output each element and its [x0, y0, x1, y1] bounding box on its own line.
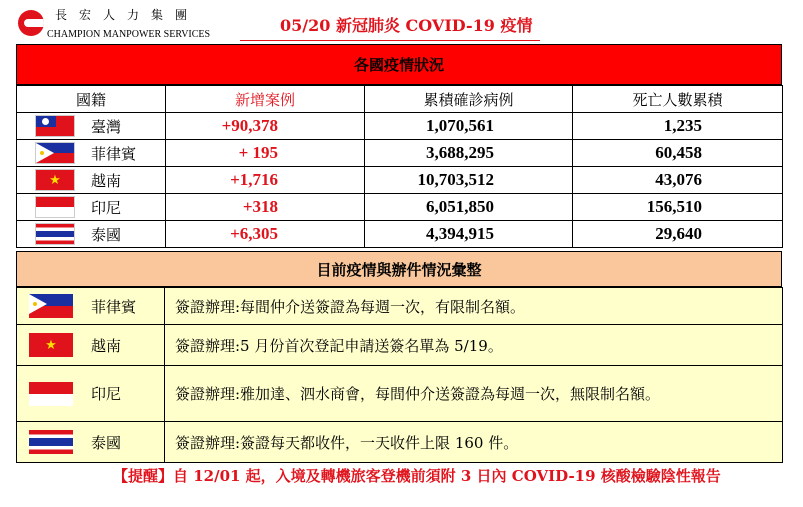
title-underline: [240, 40, 540, 41]
company-logo-icon: [18, 10, 44, 36]
vietnam-flag-icon: ★: [35, 169, 75, 191]
section-title-processing-status: 目前疫情與辦件情況彙整: [16, 251, 782, 287]
status-row: [17, 288, 783, 325]
taiwan-flag-icon: [35, 115, 75, 137]
deaths-cell: 29,640: [573, 221, 783, 248]
country-name: 印尼: [91, 198, 122, 217]
table-row: [17, 194, 783, 221]
new-cases-cell: +6,305: [166, 221, 365, 248]
status-row: [17, 366, 783, 422]
table-row: [17, 167, 783, 194]
status-text: 簽證辦理:簽證每天都收件，一天收件上限 160 件。: [165, 422, 783, 463]
col-header-deaths: 死亡人數累積: [573, 86, 783, 113]
thailand-flag-icon: [35, 223, 75, 245]
indonesia-flag-icon: [35, 196, 75, 218]
company-name-en: CHAMPION MANPOWER SERVICES: [47, 29, 211, 40]
section-title-country-status: 各國疫情狀況: [16, 44, 782, 85]
table-row: [17, 221, 783, 248]
deaths-cell: 60,458: [573, 140, 783, 167]
country-name: 臺灣: [91, 117, 122, 136]
country-name: 越南: [91, 336, 122, 355]
country-name: 越南: [91, 171, 122, 190]
table-row: [17, 113, 783, 140]
page-title: 05/20 新冠肺炎 COVID-19 疫情: [280, 16, 533, 35]
status-row: [17, 422, 783, 463]
country-name: 菲律賓: [91, 144, 137, 163]
status-text: 簽證辦理:每間仲介送簽證為每週一次，有限制名額。: [165, 288, 783, 325]
cases-table: [16, 85, 783, 248]
new-cases-cell: + 195: [166, 140, 365, 167]
philippines-flag-icon: [29, 294, 73, 318]
status-text: 簽證辦理:5 月份首次登記申請送簽名單為 5/19。: [165, 325, 783, 366]
country-name: 菲律賓: [91, 297, 137, 316]
country-name: 印尼: [91, 385, 122, 403]
thailand-flag-icon: [29, 430, 73, 454]
new-cases-cell: +318: [166, 194, 365, 221]
total-cases-cell: 1,070,561: [365, 113, 573, 140]
total-cases-cell: 6,051,850: [365, 194, 573, 221]
total-cases-cell: 3,688,295: [365, 140, 573, 167]
status-row: [17, 325, 783, 366]
indonesia-flag-icon: [29, 382, 73, 406]
total-cases-cell: 10,703,512: [365, 167, 573, 194]
col-header-total-cases: 累積確診病例: [365, 86, 573, 113]
deaths-cell: 43,076: [573, 167, 783, 194]
deaths-cell: 156,510: [573, 194, 783, 221]
table-row: [17, 140, 783, 167]
table-header-row: [17, 86, 783, 113]
country-name: 泰國: [91, 225, 122, 244]
country-name: 泰國: [91, 433, 122, 452]
total-cases-cell: 4,394,915: [365, 221, 573, 248]
status-text: 簽證辦理:雅加達、泗水商會，每間仲介送簽證為每週一次，無限制名額。: [165, 366, 783, 422]
col-header-new-cases: 新增案例: [166, 86, 365, 113]
vietnam-flag-icon: ★: [29, 333, 73, 357]
processing-status-table: [16, 287, 783, 463]
new-cases-cell: +90,378: [166, 113, 365, 140]
new-cases-cell: +1,716: [166, 167, 365, 194]
deaths-cell: 1,235: [573, 113, 783, 140]
header: [0, 0, 803, 44]
reminder-note: 【提醒】自 12/01 起，入境及轉機旅客登機前須附 3 日內 COVID-19 核酸檢驗陰性報告: [113, 467, 721, 485]
company-name-zh: 長宏人力集團: [55, 8, 200, 22]
col-header-country: 國籍: [17, 86, 166, 113]
philippines-flag-icon: [35, 142, 75, 164]
